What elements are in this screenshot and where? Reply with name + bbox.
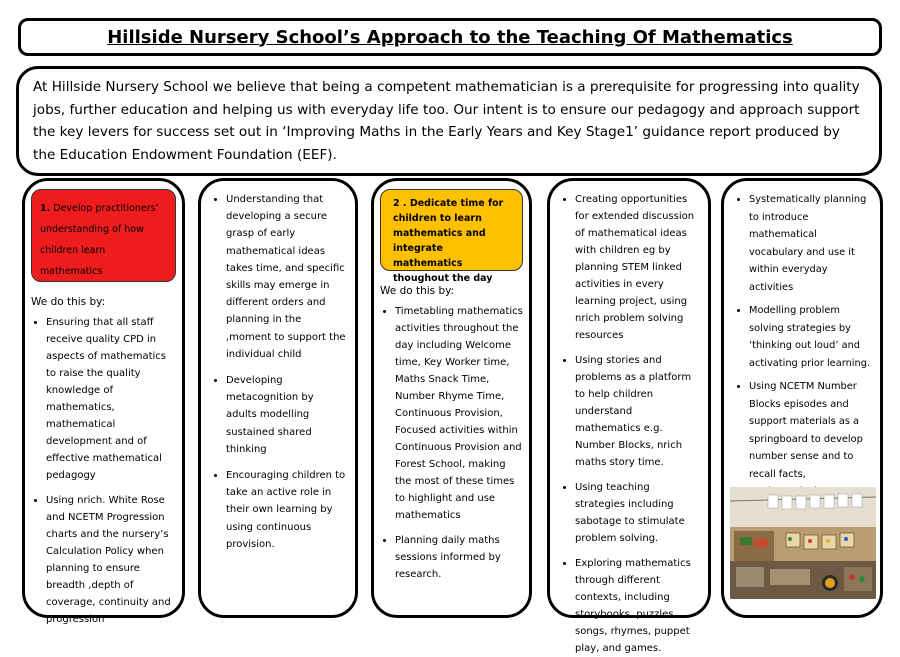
intro-panel [16,66,882,176]
list-item: • Modelling problem solving strategies by ‘thinking out loud’ and activating prior learning. [749,302,872,372]
column-dedicate-time [371,178,532,618]
bullet-list [560,191,700,657]
list-item: • Planning daily maths sessions informed by research. [395,532,523,583]
column-vocabulary [721,178,883,618]
list-item: • Developing metacognition by adults modelling sustained shared thinking [226,372,347,458]
column-heading: Develop practitioners’ understanding of how children learn mathematics [40,203,159,277]
list-item: • Using nrich. White Rose and NCETM Progression charts and the nursery’s Calculation Policy when planning to ensure breadth ,depth of coverage, continuity and progression [46,492,176,628]
heading-number: 1. [40,203,51,214]
list-item: • Ensuring that all staff receive quality CPD in aspects of mathematics to raise the quality knowledge of mathematics, mathematical development and of effective mathematical pedagogy [46,314,176,484]
we-do-this-label: We do this by: [31,296,106,308]
bullet-list [211,191,347,553]
bullet-list [31,314,176,628]
we-do-this-label: We do this by: [380,285,455,297]
list-item: • Encouraging children to take an active role in their own learning by using continuous provision. [226,467,347,553]
list-item: • Using stories and problems as a platform to help children understand mathematics e.g. Number Blocks, nrich maths story time. [575,352,700,471]
bullet-list [734,191,872,536]
column-understanding [198,178,358,618]
column-opportunities [547,178,711,654]
list-item: • Timetabling mathematics activities throughout the day including Welcome time, Key Worker time, Maths Snack Time, Number Rhyme Time, Continuous Provision, Focused activities within Continuous Provision and Forest School, making the most of these times to highlight and use mathematics [395,303,523,524]
title-banner [18,18,882,56]
bullet-list [380,303,523,583]
heading-box-yellow [380,189,523,284]
column-practitioner-understanding [22,178,185,625]
page-title: Hillside Nursery School’s Approach to the Teaching Of Mathematics [107,26,793,48]
list-item: • Exploring mathematics through different contexts, including storybooks, puzzles, songs, rhymes, puppet play, and games. [575,555,700,657]
list-item: • Systematically planning to introduce mathematical vocabulary and use it within everyday activities [749,191,872,296]
classroom-maths-photo [730,487,876,599]
list-item: • Creating opportunities for extended discussion of mathematical ideas with children eg by planning STEM linked activities in every learning project, using nrich problem solving resources [575,191,700,344]
column-heading: 2 . Dedicate time for children to learn mathematics and integrate mathematics thoughout the day [393,198,504,284]
heading-box-red [31,189,176,282]
list-item: • Understanding that developing a secure grasp of early mathematical ideas takes time, and specific skills may emerge in different orders and planning in the ,moment to support the individual child [226,191,347,363]
list-item: • Using NCETM Number Blocks episodes and support materials as a springboard to develop number sense and to recall facts, [749,378,872,536]
intro-text: At Hillside Nursery School we believe that being a competent mathematician is a prerequisite for progressing into quality jobs, further education and helping us with everyday life too. Our intent is to ensure our pedagogy and approach support the key levers for success set out in ‘Improving Maths in the Early Years and Key Stage1’ guidance report produced by the Education Endowment Foundation (EEF). [33,79,860,163]
list-item: • Using teaching strategies including sabotage to stimulate problem solving. [575,479,700,547]
